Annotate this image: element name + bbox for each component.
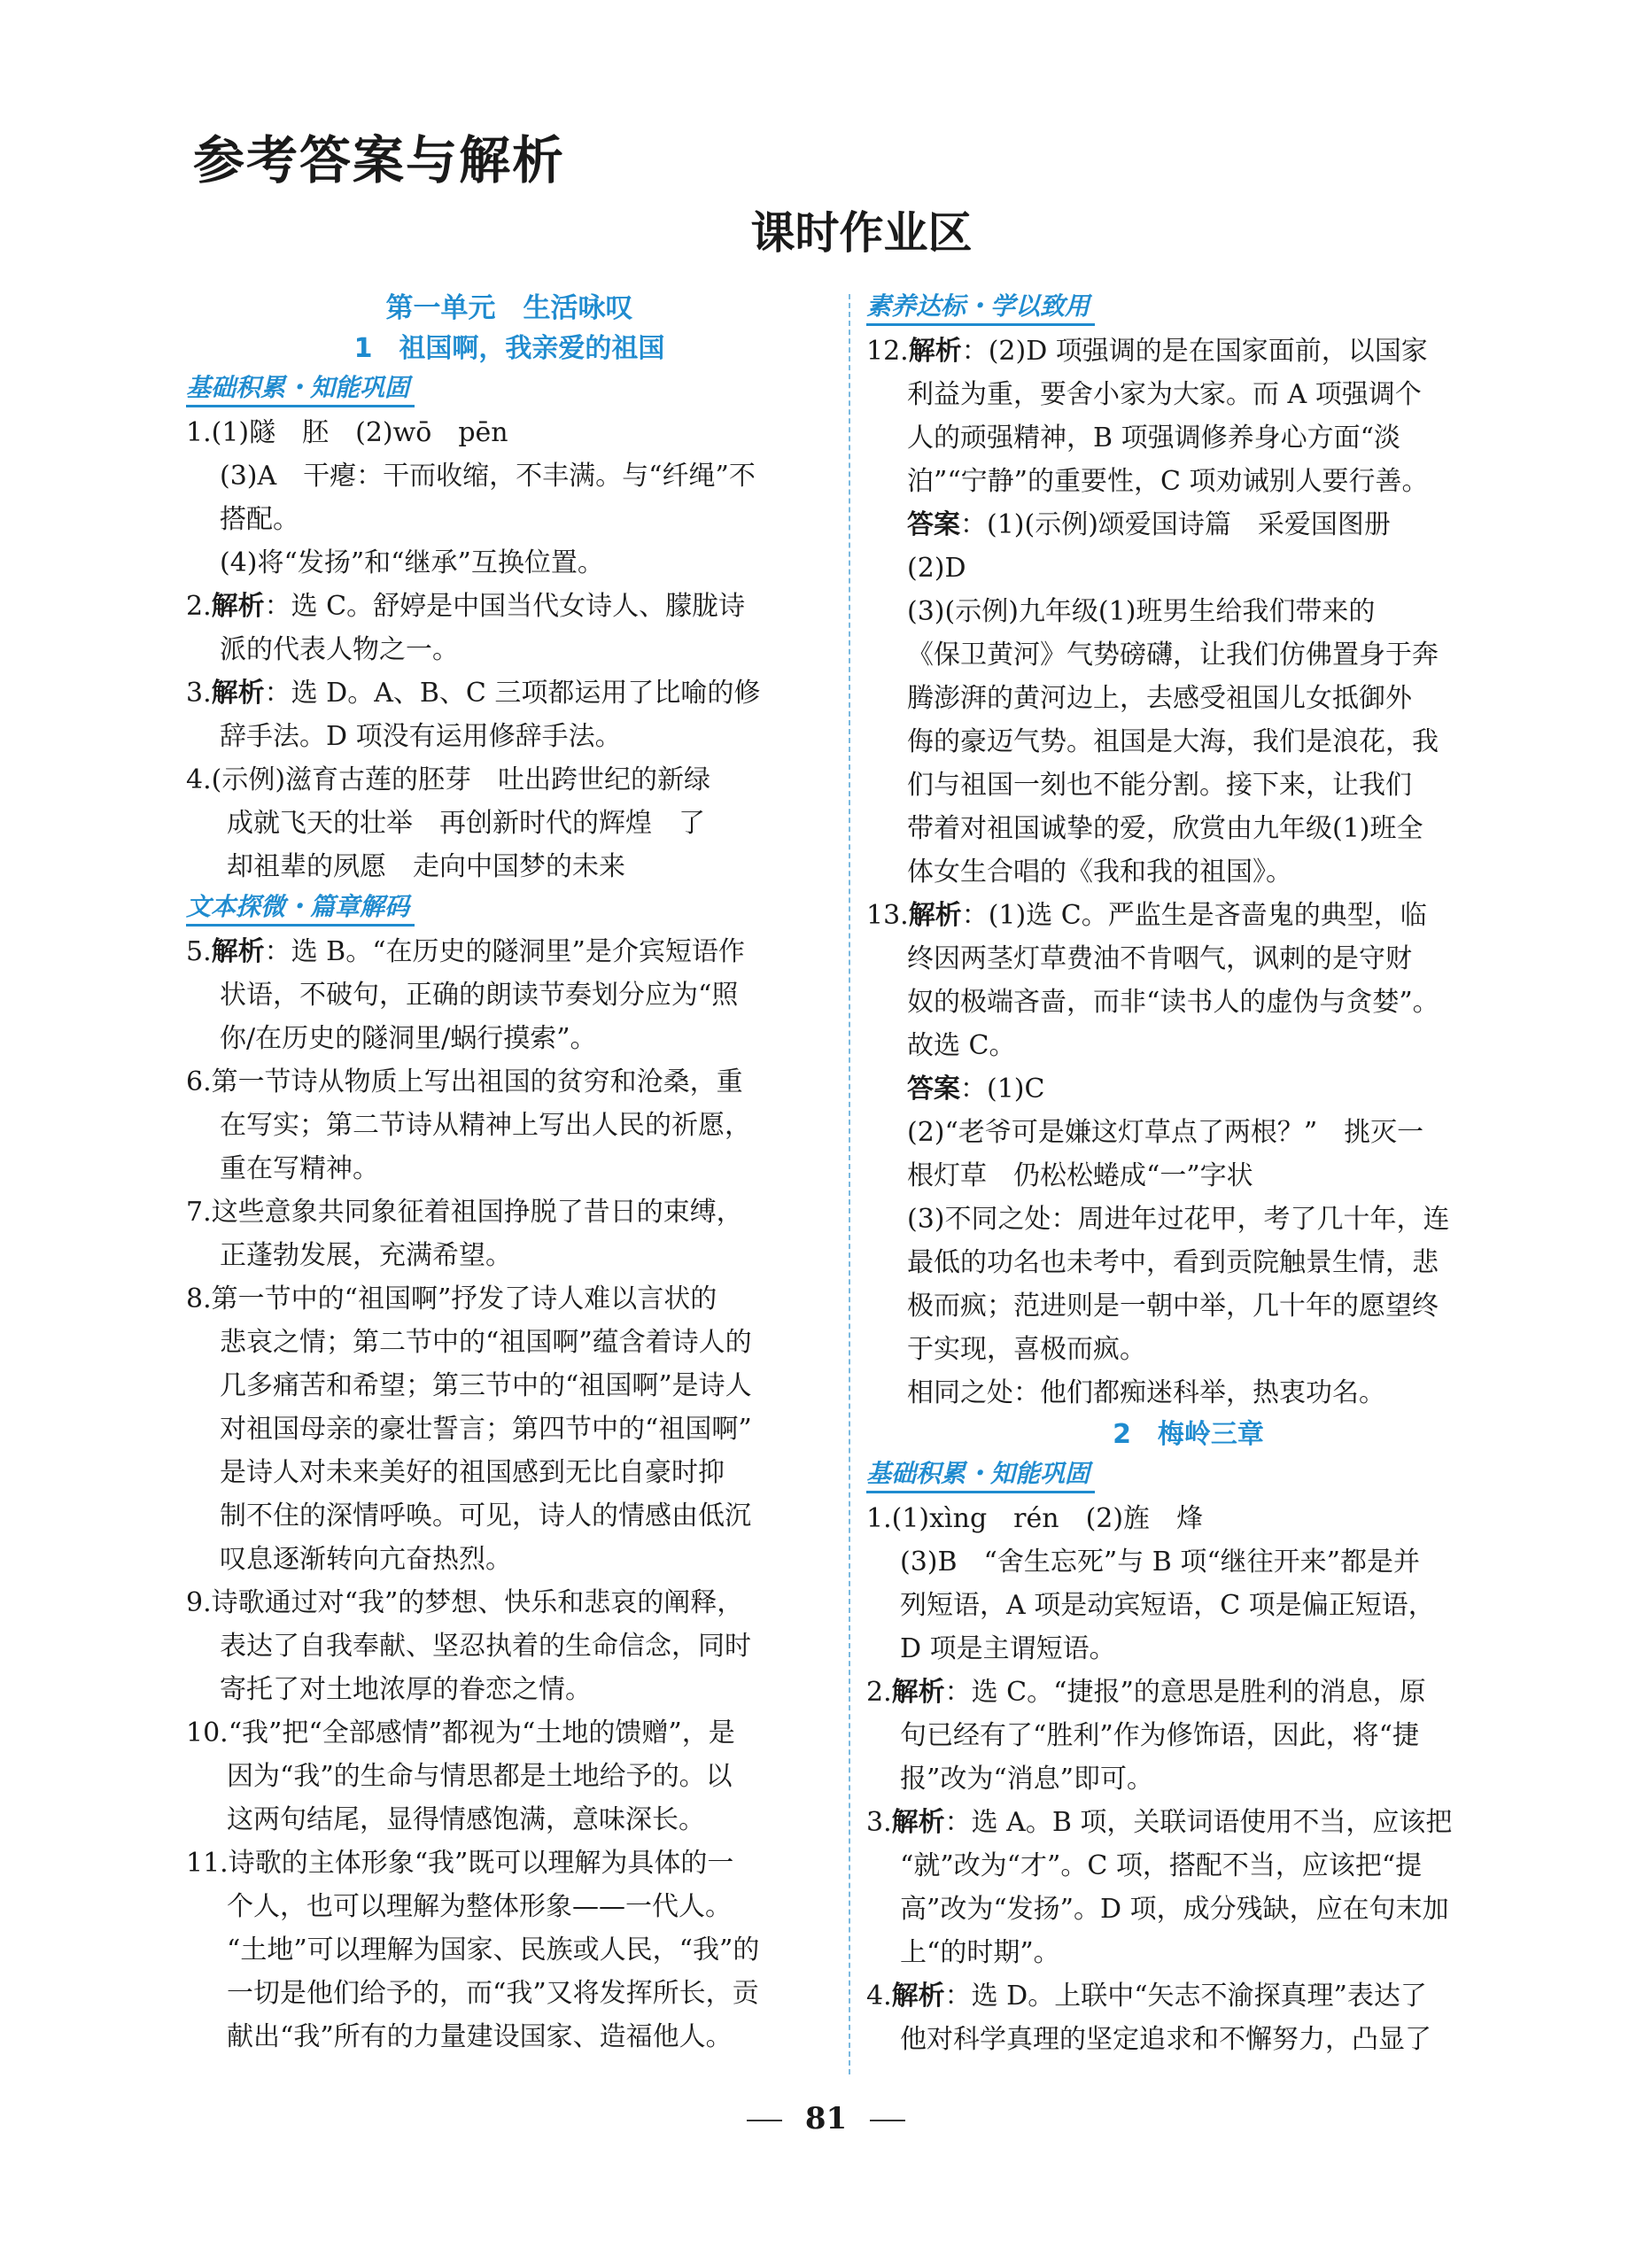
answer-12-final (866, 503, 1510, 547)
answer-line: 1.(1)隧 胚 (2)wō pēn (186, 417, 508, 448)
answer-line: 们与祖国一刻也不能分割。接下来，让我们 (907, 770, 1412, 801)
answer-line: 个人，也可以理解为整体形象——一代人。 (227, 1891, 732, 1922)
answer-line: 重在写精神。 (220, 1153, 379, 1184)
answer-line: 叹息逐渐转向亢奋热烈。 (220, 1544, 512, 1575)
answer-line: 利益为重，要舍小家为大家。而 A 项强调个 (907, 379, 1422, 410)
section-quality-standard: 素养达标・学以致用 (866, 290, 1095, 326)
section-text-exploration: 文本探微・篇章解码 (186, 890, 415, 927)
section-basic-accumulation: 基础积累・知能巩固 (186, 371, 415, 407)
answer-line: 却祖辈的夙愿 走向中国梦的未来 (227, 851, 625, 882)
answer-line: 极而疯；范进则是一朝中举，几十年的愿望终 (907, 1291, 1439, 1322)
answer-r4 (866, 1974, 1510, 2018)
page-title: 参考答案与解析 (193, 130, 566, 190)
answer-line: 句已经有了“胜利”作为修饰语，因此，将“捷 (900, 1720, 1420, 1751)
answer-line: 状语，不破句，正确的朗读节奏划分应为“照 (220, 980, 739, 1011)
answer-line: 于实现，喜极而疯。 (907, 1334, 1146, 1365)
right-column (866, 288, 1510, 2061)
answer-line: (3)B “舍生忘死”与 B 项“继往开来”都是并 (900, 1547, 1421, 1578)
answer-line: 对祖国母亲的豪壮誓言；第四节中的“祖国啊” (220, 1414, 752, 1445)
answer-text: ：选 A。B 项，关联词语使用不当，应该把 (944, 1807, 1453, 1838)
answer-line: (2)“老爷可是嫌这灯草点了两根？” 挑灭一 (907, 1117, 1424, 1148)
answer-3 (186, 671, 833, 715)
answer-line: 因为“我”的生命与情思都是土地给予的。以 (227, 1761, 733, 1792)
answer-line: “土地”可以理解为国家、民族或人民，“我”的 (227, 1934, 760, 1965)
answer-line: 1.(1)xìng rén (2)旌 烽 (866, 1503, 1204, 1534)
answer-text: ：(1)选 C。严监生是吝啬鬼的典型，临 (961, 900, 1427, 931)
answer-line: 制不住的深情呼唤。可见，诗人的情感由低沉 (220, 1500, 751, 1531)
question-number: 4. (866, 1981, 892, 2012)
answer-line: (2)D (907, 553, 966, 584)
answer-label: 答案 (907, 509, 960, 540)
answer-text: ：(1)(示例)颂爱国诗篇 采爱国图册 (960, 509, 1391, 540)
answer-line: 你/在历史的隧洞里/蜗行摸索”。 (220, 1023, 597, 1054)
analysis-label: 解析 (891, 1807, 945, 1838)
answer-line: 正蓬勃发展，充满希望。 (220, 1240, 512, 1271)
section-basic-accumulation-2: 基础积累・知能巩固 (866, 1457, 1095, 1493)
section-area-title: 课时作业区 (750, 207, 973, 259)
answer-13 (866, 894, 1510, 937)
answer-line: “就”改为“才”。C 项，搭配不当，应该把“提 (900, 1850, 1423, 1881)
column-divider (849, 294, 850, 2074)
answer-line: 故选 C。 (907, 1030, 1016, 1061)
answer-r3 (866, 1801, 1510, 1844)
answer-line: 腾澎湃的黄河边上，去感受祖国儿女抵御外 (907, 683, 1412, 714)
question-number: 12. (866, 336, 909, 367)
answer-line: (3)(示例)九年级(1)班男生给我们带来的 (907, 596, 1376, 627)
left-column (186, 288, 833, 2059)
answer-text: ：选 C。“捷报”的意思是胜利的消息，原 (944, 1677, 1426, 1708)
answer-line: 终因两茎灯草费油不肯咽气，讽刺的是守财 (907, 943, 1412, 974)
answer-line: 成就飞天的壮举 再创新时代的辉煌 了 (227, 808, 705, 839)
answer-text: ：(2)D 项强调的是在国家面前，以国家 (961, 336, 1428, 367)
answer-line: 8.第一节中的“祖国啊”抒发了诗人难以言状的 (186, 1283, 717, 1314)
answer-line: 带着对祖国诚挚的爱，欣赏由九年级(1)班全 (907, 813, 1423, 844)
answer-12 (866, 330, 1510, 373)
answer-line: (3)不同之处：周进年过花甲，考了几十年，连 (907, 1204, 1450, 1235)
question-number: 3. (186, 678, 212, 709)
answer-line: 列短语，A 项是动宾短语，C 项是偏正短语， (900, 1590, 1435, 1621)
answer-line: 在写实；第二节诗从精神上写出人民的祈愿， (220, 1110, 751, 1141)
answer-line: 人的顽强精神，B 项强调修养身心方面“淡 (907, 423, 1400, 454)
answer-r2 (866, 1671, 1510, 1714)
question-number: 5. (186, 936, 212, 967)
analysis-label: 解析 (908, 336, 962, 367)
answer-text: ：(1)C (960, 1074, 1045, 1105)
answer-line: 报”改为“消息”即可。 (900, 1764, 1154, 1795)
answer-line: 泊”“宁静”的重要性，C 项劝诫别人要行善。 (907, 466, 1429, 497)
answer-2 (186, 585, 833, 628)
answer-line: (4)将“发扬”和“继承”互换位置。 (220, 547, 604, 578)
answer-line: 一切是他们给予的，而“我”又将发挥所长，贡 (227, 1978, 759, 2009)
answer-line: D 项是主谓短语。 (900, 1633, 1116, 1664)
answer-line: 7.这些意象共同象征着祖国挣脱了昔日的束缚， (186, 1197, 743, 1228)
answer-line: 体女生合唱的《我和我的祖国》。 (907, 857, 1292, 888)
answer-text: ：选 B。“在历史的隧洞里”是介宾短语作 (264, 936, 745, 967)
answer-13-final (866, 1067, 1510, 1111)
analysis-label: 解析 (891, 1981, 945, 2012)
answer-text: ：选 D。A、B、C 三项都运用了比喻的修 (264, 678, 761, 709)
answer-line: 9.诗歌通过对“我”的梦想、快乐和悲哀的阐释， (186, 1587, 744, 1618)
answer-line: 高”改为“发扬”。D 项，成分残缺，应在句末加 (900, 1894, 1449, 1925)
answer-line: 上“的时期”。 (900, 1937, 1060, 1968)
analysis-label: 解析 (908, 900, 962, 931)
answer-line: 表达了自我奉献、坚忍执着的生命信念，同时 (220, 1631, 751, 1662)
answer-5 (186, 930, 833, 973)
answer-line: 6.第一节诗从物质上写出祖国的贫穷和沧桑，重 (186, 1066, 743, 1097)
question-number: 13. (866, 900, 909, 931)
answer-line: 他对科学真理的坚定追求和不懈努力，凸显了 (900, 2024, 1431, 2055)
answer-line: 搭配。 (220, 504, 299, 535)
answer-line: 根灯草 仍松松蜷成“一”字状 (907, 1160, 1253, 1191)
analysis-label: 解析 (891, 1677, 945, 1708)
answer-line: 这两句结尾，显得情感饱满，意味深长。 (227, 1804, 705, 1835)
answer-line: 献出“我”所有的力量建设国家、造福他人。 (227, 2021, 733, 2052)
analysis-label: 解析 (211, 591, 265, 622)
page-number: 81 (0, 2101, 1652, 2136)
question-number: 2. (866, 1677, 892, 1708)
answer-line: 4.(示例)滋育古莲的胚芽 吐出跨世纪的新绿 (186, 764, 711, 795)
analysis-label: 解析 (211, 936, 265, 967)
analysis-label: 解析 (211, 678, 265, 709)
unit-title: 第一单元 生活咏叹 (385, 292, 633, 324)
answer-line: 10.“我”把“全部感情”都视为“土地的馈赠”，是 (186, 1717, 735, 1748)
answer-line: 《保卫黄河》气势磅礴，让我们仿佛置身于奔 (907, 640, 1439, 671)
question-number: 3. (866, 1807, 892, 1838)
answer-line: 是诗人对未来美好的祖国感到无比自豪时抑 (220, 1457, 725, 1488)
answer-line: 侮的豪迈气势。祖国是大海，我们是浪花，我 (907, 726, 1439, 757)
answer-line: (3)A 干瘪：干而收缩，不丰满。与“纤绳”不 (220, 461, 756, 492)
answer-text: ：选 C。舒婷是中国当代女诗人、朦胧诗 (264, 591, 746, 622)
answer-line: 奴的极端吝啬，而非“读书人的虚伪与贪婪”。 (907, 987, 1439, 1018)
lesson-2-title: 2 梅岭三章 (1113, 1419, 1264, 1450)
answer-line: 辞手法。D 项没有运用修辞手法。 (220, 721, 622, 752)
answer-line: 派的代表人物之一。 (220, 634, 459, 665)
lesson-1-title: 1 祖国啊，我亲爱的祖国 (353, 333, 665, 364)
answer-line: 11.诗歌的主体形象“我”既可以理解为具体的一 (186, 1848, 734, 1879)
answer-label: 答案 (907, 1074, 960, 1105)
answer-line: 最低的功名也未考中，看到贡院触景生情，悲 (907, 1247, 1439, 1278)
answer-text: ：选 D。上联中“矢志不渝探真理”表达了 (944, 1981, 1427, 2012)
answer-line: 相同之处：他们都痴迷科举，热衷功名。 (907, 1377, 1385, 1408)
answer-line: 几多痛苦和希望；第三节中的“祖国啊”是诗人 (220, 1370, 752, 1401)
question-number: 2. (186, 591, 212, 622)
answer-line: 悲哀之情；第二节中的“祖国啊”蕴含着诗人的 (220, 1327, 752, 1358)
answer-line: 寄托了对土地浓厚的眷恋之情。 (220, 1674, 592, 1705)
